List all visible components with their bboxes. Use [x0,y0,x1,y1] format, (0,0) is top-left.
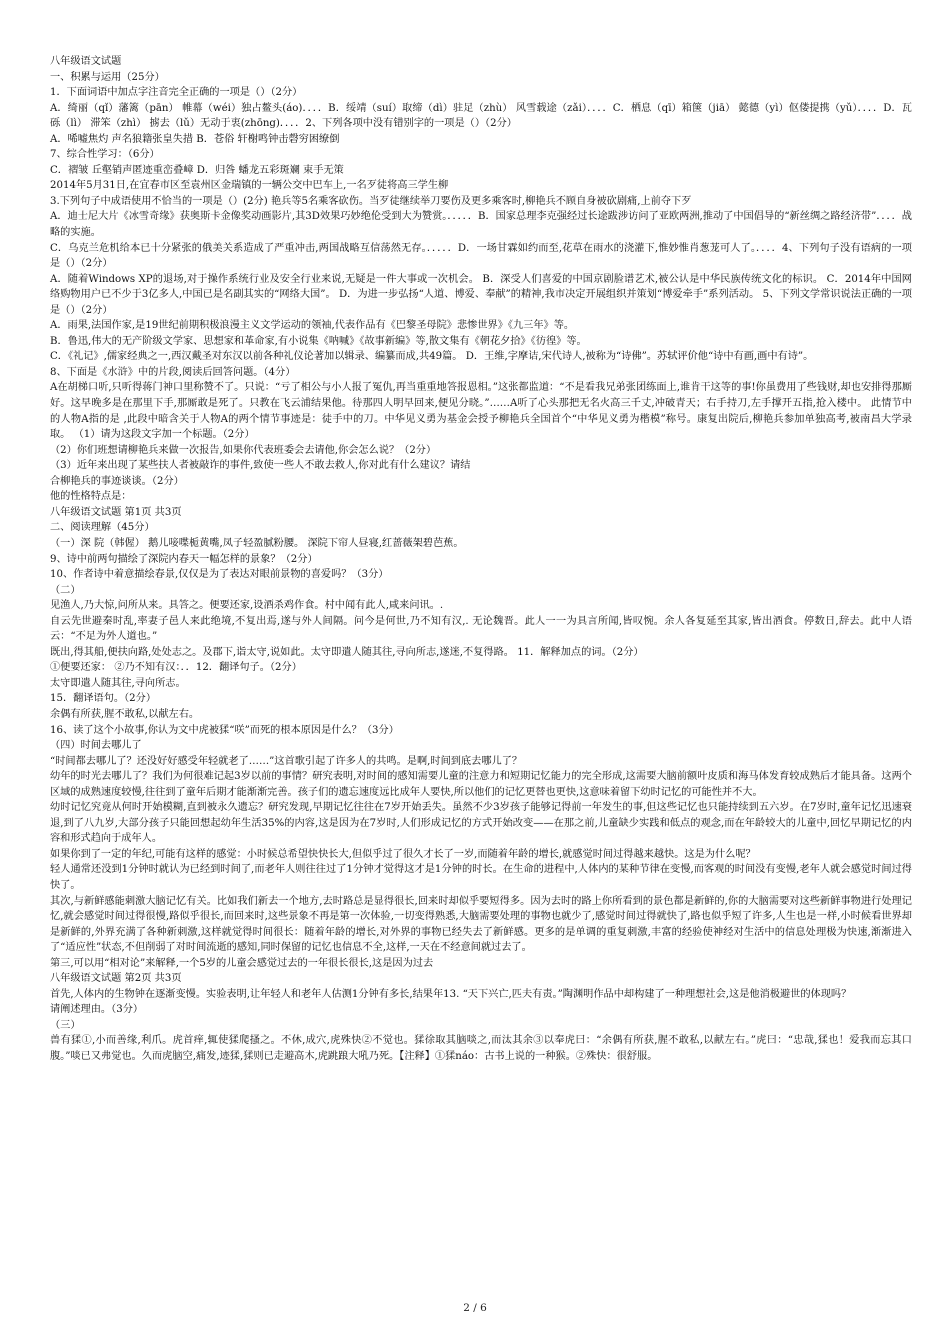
text-line: 八年级语文试题 [50,56,122,67]
text-line: 二、阅读理解（45分） [50,522,155,534]
text-line: （四）时间去哪儿了 [50,740,142,752]
text-line: 幼时记忆究竟从何时开始模糊,直到被永久遗忘？研究发现,早期记忆往往在7岁开始丢失。虽然不少3岁孩子能够记得前一年发生的事,但这些记忆也只能持续到五六岁。在7岁时,童年记忆迅速衰退,到了八九岁,大部分孩子只能回想起幼年生活35%的内容,这是因为在7岁时,人们形成记忆的方式开始改变——在那之前,儿童缺少实践和低点的观念,而在年龄较大的儿童中,回忆早期记忆的内容和形式趋向于成年人。 [50,802,912,845]
text-line: 10、作者诗中着意描绘春景,仅仅是为了表达对眼前景物的喜爱吗？（3分） [50,569,389,581]
text-line: A在胡梯口听,只听得蒋门神口里称赞不了。只说：“亏了相公与小人报了冤仇,再当重重地答报恩相。”这张都监道：“不是看我兄弟张团练面上,谁肯干这等的事!你虽费用了些钱财,却也安排得那厮好。这早晚多是在那里下手,那厮敢是死了。只教在飞云浦结果他。待那四人明早回来,便见分晓。”……A听了心头那把无名火高三千丈,冲破青天；右手持刀,左手撑开五指,抢入楼中。 此情节中的人物A指的是 ,此段中暗含关于人物A的两个情节事迹是：徒手中的刀。中华见义勇为基金会授予柳艳兵全国首个“中华见义勇为楷模”称号。康复出院后,柳艳兵参加单独高考,被南昌大学录取。 （1）请为这段文字加一个标题。（2分） [50,382,912,441]
text-line: （2）你们班想请柳艳兵来做一次报告,如果你代表班委会去请他,你会怎么说？（2分） [50,444,437,456]
text-line: （二） [50,584,81,596]
text-line: 7、综合性学习：（6分） [50,149,160,161]
text-line: A．雨果,法国作家,是19世纪前期积极浪漫主义文学运动的领袖,代表作品有《巴黎圣母院》悲惨世界》《九三年》等。 [50,320,575,332]
text-line: A．绮丽（qǐ）藩篱（pān） 帷幕（wéi）独占鳌头(áo)．．．．B．绥靖（suí）取缔（dì）驻足（zhù） 风雪载途（zǎi）．．．．C．栖息（qī）箱箧（jiā） 懿德（yì）伛偻提携（yǔ）．．．．D．瓦砾（lì） 滞笨（zhì） 掳去（lǔ）无动于衷(zhōng)．．．．2、下列各项中没有错别字的一项是（）（2分） [50,102,912,130]
text-line: 幼年的时光去哪儿了？我们为何很难记起3岁以前的事情？研究表明,对时间的感知需要儿童的注意力和短期记忆能力的完全形成,这需要大脑前额叶皮质和海马体发育较成熟后才能具备。这两个区域的成熟速度较慢,往往到了童年后期才能渐渐完善。孩子们的遗忘速度远比成年人要快,所以他们的记忆更替也更快,这意味着留下幼时记忆的可能性并不大。 [50,771,912,798]
text-line: 兽有猱①,小而善缘,利爪。虎首痒,辄使猱爬搔之。不休,成穴,虎殊快②不觉也。猱徐取其脑啖之,而汰其余③以奉虎曰：“余偶有所获,腥不敢私,以献左右。”虎曰：“忠哉,猱也！爱我而忘其口腹。”啖已又弗觉也。久而虎脑空,痛发,迹猱,猱则已走避高木,虎跳踉大吼乃死。【注释】①猱náo：古书上说的一种猴。②殊快：很舒服。 [50,1035,912,1062]
text-line: 首先,人体内的生物钟在逐渐变慢。实验表明,让年轻人和老年人估测1分钟有多长,结果年13. “天下兴亡,匹夫有责。”陶渊明作品中却构建了一种理想社会,这是他消极避世的体现吗？ [50,988,852,1000]
text-line: ①便要还家： ②乃不知有汉：．．12．翻译句子。（2分） [50,662,302,674]
text-line: 见渔人,乃大惊,问所从来。具答之。便要还家,设酒杀鸡作食。村中闻有此人,咸来问讯。. [50,600,444,612]
page-indicator: 2 / 6 [463,1302,487,1314]
text-line: A．迪士尼大片《冰雪奇缘》获奥斯卡金像奖动画影片,其3D效果巧妙绝伦受到大为赞赏。．．．．．B．国家总理李克强经过长途跋涉访问了亚欧两洲,推动了中国倡导的“新丝绸之路经济带”．．．．战略的实施。 [50,211,912,239]
text-line: A．随着Windows XP的退场,对于操作系统行业及安全行业来说,无疑是一件大事或一次机会。 B．深受人们喜爱的中国京剧脸谱艺术,被公认是中华民族传统文化的标识。 C．2014年中国网络购物用户已不少于3亿多人,中国已是名副其实的“网络大国”。 D．为进一步弘扬“人道、博爱、奉献”的精神,我市决定开展组织并策划“博爱牵手”系列活动。 5、下列文学常识说法正确的一项是（）（2分） [50,273,912,316]
text-line: 既出,得其船,便扶向路,处处志之。及郡下,诣太守,说如此。太守即遣人随其往,寻向所志,遂迷,不复得路。 11．解释加点的词。（2分） [50,646,644,658]
text-line: 16、读了这个小故事,你认为文中虎被猱“咲”而死的根本原因是什么？（3分） [50,724,399,736]
text-line: 第三,可以用“相对论”来解释,一个5岁的儿童会感觉过去的一年很长很长,这是因为过去 [50,957,434,969]
text-line: 9、诗中前两句描绘了深院内春天一幅怎样的景象？（2分） [50,553,318,565]
text-line: 一、积累与运用（25分） [50,71,165,83]
text-line: 自云先世避秦时乱,率妻子邑人来此绝境,不复出焉,遂与外人间隔。问今是何世,乃不知有汉,. 无论魏晋。此人一一为具言所闻,皆叹惋。余人各复延至其家,皆出酒食。停数日,辞去。此中人语云：“不足为外人道也。” [50,615,912,643]
text-line: 1．下面词语中加点字注音完全正确的一项是（）（2分） [50,87,303,99]
text-line: 余偶有所获,腥不敢私,以献左右。 [50,708,200,720]
text-line: 如果你到了一定的年纪,可能有这样的感觉：小时候总希望快快长大,但似乎过了很久才长了一岁,而随着年龄的增长,就感觉时间过得越来越快。这是为什么呢？ [50,848,756,860]
text-line: 15．翻译语句。（2分） [50,693,157,705]
text-line: （一）深 院（韩偓） 鹅儿唼喋栀黄嘴,凤子轻盈腻粉腰。 深院下帘人昼寝,红蔷薇架碧芭蕉。 [50,537,464,549]
text-line: （3）近年来出现了某些扶人者被敲诈的事件,致使一些人不敢去救人,你对此有什么建议？请结 [50,460,471,472]
text-line: 请阐述理由。（3分） [50,1004,144,1016]
text-line: C．褶皱 丘壑销声匿迹重峦叠嶂 D．归咎 蟠龙五彩斑斓 束手无策 [50,164,344,176]
text-line: 他的性格特点是： [50,491,132,503]
text-line: 8、下面是《水浒》中的片段,阅读后回答问题。（4分） [50,366,296,378]
text-line: 2014年5月31日,在宜春市区至袁州区金瑞镇的一辆公交中巴车上,一名歹徒将高三学生柳 [50,180,449,192]
text-line: 3.下列句子中成语使用不恰当的一项是（）(2分) 艳兵等5名乘客砍伤。当歹徒继续举刀要伤及更多乘客时,柳艳兵不顾自身被砍剧痛,上前夺下歹 [50,195,692,207]
text-line: A．唏嘘焦灼 声名狼籍张皇失措 B．苍俗 轩榭鸣钟击磬穷困缭倒 [50,133,340,145]
document-page [50,54,912,1065]
text-line: 八年级语文试题 第1页 共3页 [50,506,182,518]
text-line: “时间都去哪儿了？还没好好感受年轻就老了……”这首歌引起了许多人的共鸣。是啊,时间到底去哪儿了？ [50,755,523,767]
text-line: 其次,与新鲜感能刺激大脑记忆有关。比如我们新去一个地方,去时路总是显得很长,回来时却似乎要短得多。因为去时的路上你所看到的景色都是新鲜的,你的大脑需要对这些新鲜事物进行处理记忆,就会感觉时间过得很慢,路似乎很长,而回来时,这些景象不再是第一次体验,一切变得熟悉,大脑需要处理的事物也就少了,感觉时间过得就快了,路也似乎短了许多,人生也是一样,小时候看世界却是新鲜的,外界充满了各种新刺激,这样就觉得时间很长：随着年龄的增长,对外界的事物已经失去了新鲜感。更多的是单调的重复刺激,丰富的经验使神经对生活中的信息处理极为快速,渐渐进入了“适应性”状态,不但削弱了对时间流逝的感知,同时保留的记忆也信息不全,这样,一天在不经意间就过去了。 [50,895,912,954]
text-line: 轻人通常还没到1分钟时就认为已经到时间了,而老年人则往往过了1分钟才觉得这才是1分钟的时长。在生命的进程中,人体内的某种节律在变慢,而客观的时间没有变慢,老年人就会感觉时间过得快了。 [50,864,912,891]
text-line: 八年级语文试题 第2页 共3页 [50,973,182,985]
text-line: C．乌克兰危机给本已十分紧张的俄美关系造成了严重冲击,两国战略互信荡然无存。．．．．．D．一场甘霖如约而至,花草在雨水的浇灌下,惟妙惟肖葱茏可人了。．．．．4、下列句子没有语病的一项是（）（2分） [50,242,912,270]
text-line: 合柳艳兵的事迹谈谈。（2分） [50,475,184,487]
text-line: （三） [50,1019,81,1031]
text-line: 太守即遣人随其往,寻向所志。 [50,677,186,689]
text-line: C．《礼记》,儒家经典之一,西汉戴圣对东汉以前各种礼仪论著加以辑录、编纂而成,共49篇。 D．王维,字摩诘,宋代诗人,被称为“诗佛”。苏轼评价他“诗中有画,画中有诗”。 [50,351,814,363]
text-line: B．鲁迅,伟大的无产阶级文学家、思想家和革命家,有小说集《呐喊》《故事新编》等,散文集有《朝花夕拾》《彷徨》等。 [50,335,587,347]
